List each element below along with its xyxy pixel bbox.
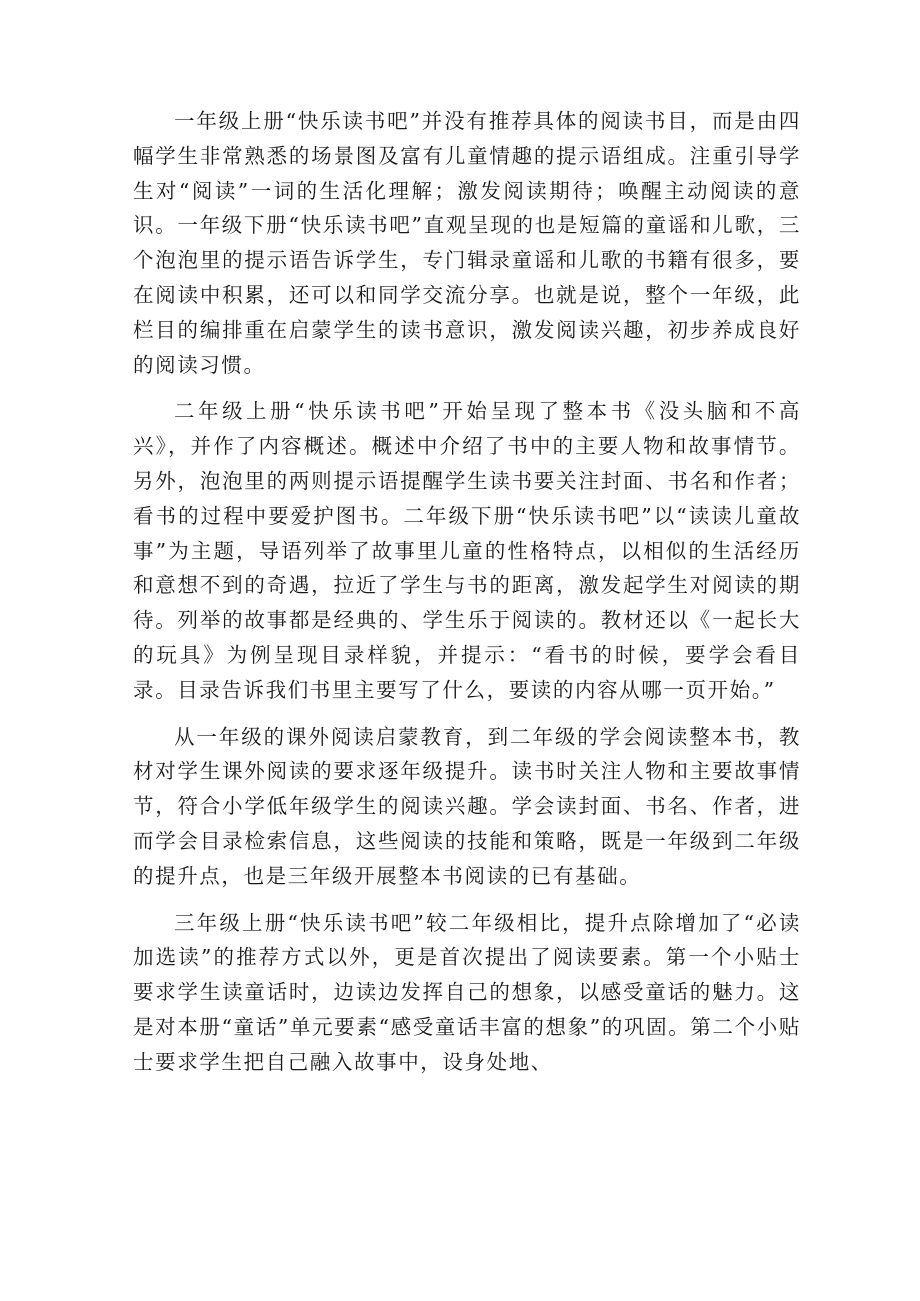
paragraph-grade3: 三年级上册“快乐读书吧”较二年级相比，提升点除增加了“必读加选读”的推荐方式以外，更是首次提出了阅读要素。第一个小贴士要求学生读童话时，边读边发挥自己的想象，以感受童话的魅力。这是对本册“童话”单元要素“感受童话丰富的想象”的巩固。第二个小贴士要求学生把自己融入故事中，设身处地、 bbox=[133, 910, 801, 1074]
document-body bbox=[133, 104, 801, 1092]
paragraph-grade2: 二年级上册“快乐读书吧”开始呈现了整本书《没头脑和不高兴》，并作了内容概述。概述中介绍了书中的主要人物和故事情节。另外，泡泡里的两则提示语提醒学生读书要关注封面、书名和作者；看书的过程中要爱护图书。二年级下册“快乐读书吧”以“读读儿童故事”为主题，导语列举了故事里儿童的性格特点，以相似的生活经历和意想不到的奇遇，拉近了学生与书的距离，激发起学生对阅读的期待。列举的故事都是经典的、学生乐于阅读的。教材还以《一起长大的玩具》为例呈现目录样貌，并提示：“看书的时候，要学会看目录。目录告诉我们书里主要写了什么，要读的内容从哪一页开始。” bbox=[133, 399, 801, 702]
paragraph-grade1: 一年级上册“快乐读书吧”并没有推荐具体的阅读书目，而是由四幅学生非常熟悉的场景图及富有儿童情趣的提示语组成。注重引导学生对“阅读”一词的生活化理解；激发阅读期待；唤醒主动阅读的意识。一年级下册“快乐读书吧”直观呈现的也是短篇的童谣和儿歌，三个泡泡里的提示语告诉学生，专门辑录童谣和儿歌的书籍有很多，要在阅读中积累，还可以和同学交流分享。也就是说，整个一年级，此栏目的编排重在启蒙学生的读书意识，激发阅读兴趣，初步养成良好的阅读习惯。 bbox=[133, 109, 801, 377]
paragraph-summary: 从一年级的课外阅读启蒙教育，到二年级的学会阅读整本书，教材对学生课外阅读的要求逐年级提升。读书时关注人物和主要故事情节，符合小学低年级学生的阅读兴趣。学会读封面、书名、作者，进而学会目录检索信息，这些阅读的技能和策略，既是一年级到二年级的提升点，也是三年级开展整本书阅读的已有基础。 bbox=[133, 724, 801, 888]
